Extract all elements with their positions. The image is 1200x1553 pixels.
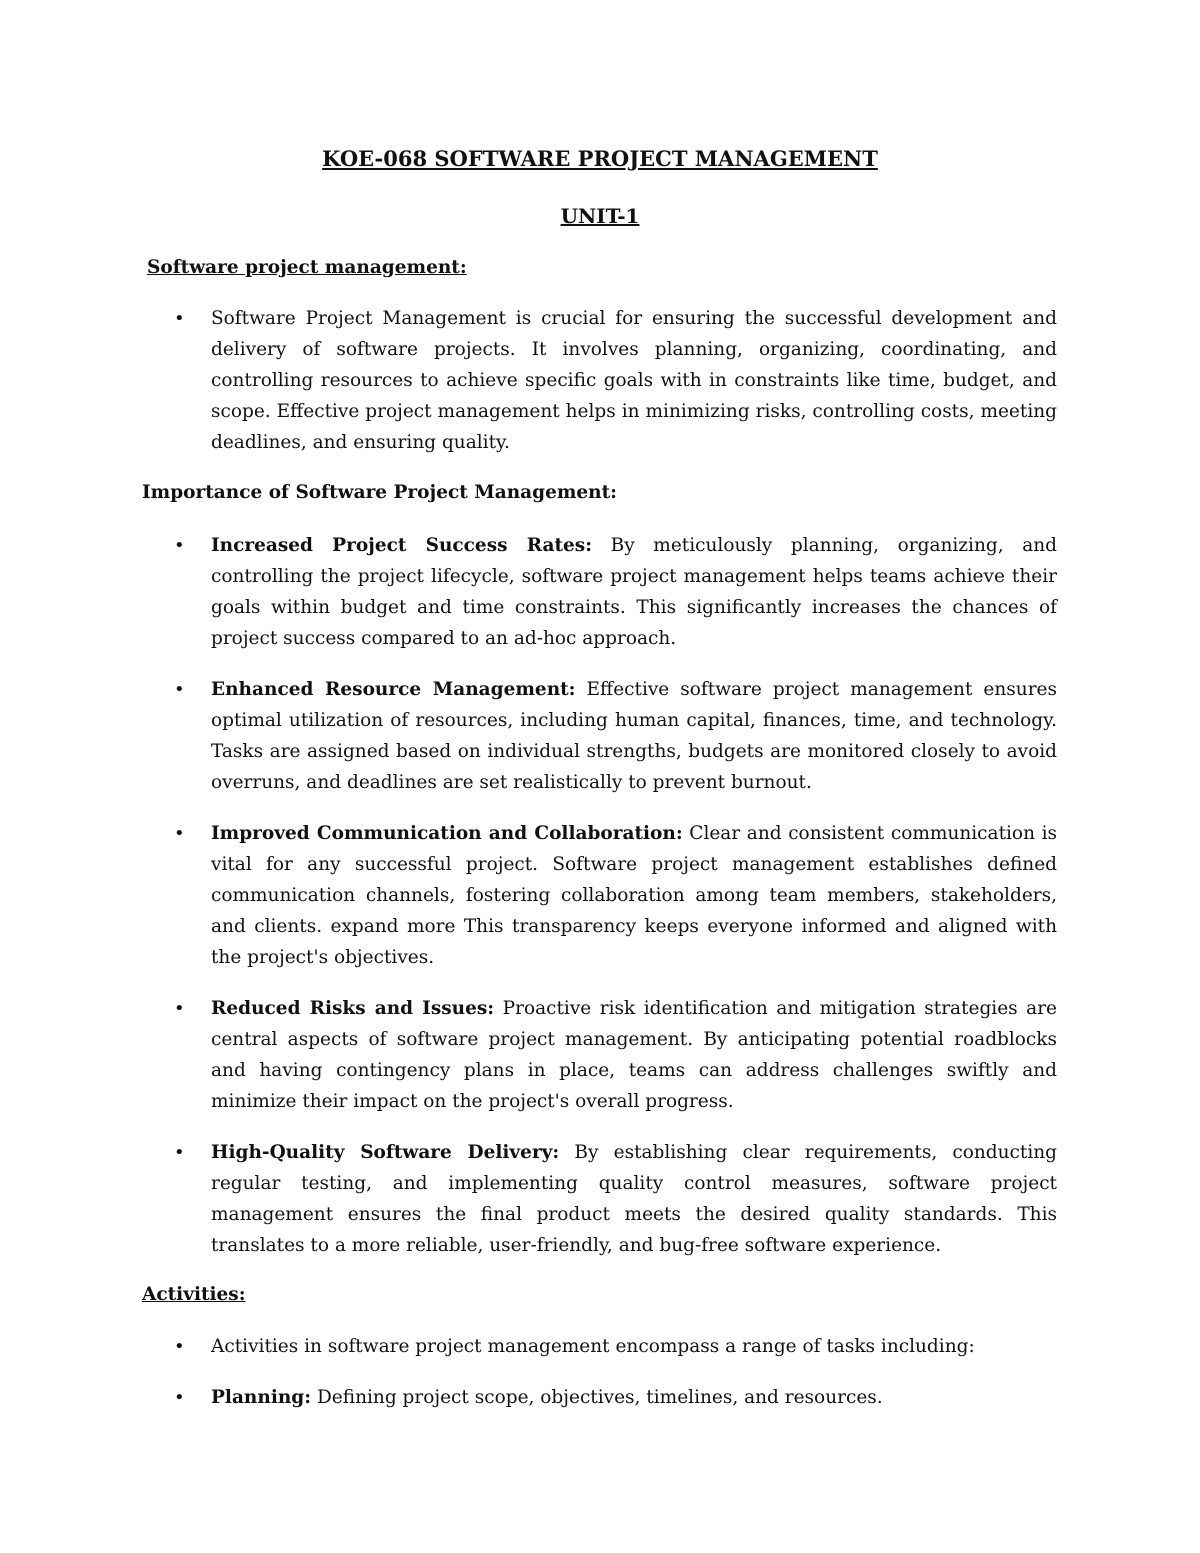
bullet-icon: • <box>174 1142 185 1163</box>
section-heading-software-project-management: Software project management: <box>147 257 467 278</box>
list-item <box>0 818 1200 973</box>
bullet-term: Reduced Risks and Issues: <box>211 998 495 1019</box>
list-item <box>0 303 1200 458</box>
section-heading-activities: Activities: <box>142 1284 246 1305</box>
bullet-text <box>211 674 1057 798</box>
bullet-text <box>211 1137 1057 1261</box>
bullet-term: Planning: <box>211 1387 312 1408</box>
list-item <box>0 530 1200 654</box>
bullet-icon: • <box>174 535 185 556</box>
list-item <box>0 1331 1200 1362</box>
section2-bullet-list <box>0 530 1200 1261</box>
bullet-icon: • <box>174 1387 185 1408</box>
section3-bullet-list <box>0 1331 1200 1413</box>
bullet-body: Effective software project management ensures optimal utilization of resources, including human capital, finances, time, and technology. Tasks are assigned based on individual strengths, budgets are monitored closely to avoid overruns, and deadlines are set realistically to prevent burnout. <box>211 679 1057 793</box>
bullet-body: Activities in software project management encompass a range of tasks including: <box>211 1336 975 1357</box>
bullet-text <box>211 1331 1057 1362</box>
bullet-term: High-Quality Software Delivery: <box>211 1142 560 1163</box>
bullet-body: Software Project Management is crucial for ensuring the successful development and delivery of software projects. It involves planning, organizing, coordinating, and controlling resources to achieve specific goals with in constraints like time, budget, and scope. Effective project management helps in minimizing risks, controlling costs, meeting deadlines, and ensuring quality. <box>211 308 1057 453</box>
bullet-body: Defining project scope, objectives, timelines, and resources. <box>311 1387 883 1408</box>
bullet-text <box>211 993 1057 1117</box>
bullet-term: Increased Project Success Rates: <box>211 535 593 556</box>
bullet-icon: • <box>174 1336 185 1357</box>
document-title: KOE-068 SOFTWARE PROJECT MANAGEMENT <box>322 146 878 171</box>
bullet-text <box>211 1382 1057 1413</box>
list-item <box>0 674 1200 798</box>
bullet-body: Proactive risk identification and mitigation strategies are central aspects of software project management. By anticipating potential roadblocks and having contingency plans in place, teams can address challenges swiftly and minimize their impact on the project's overall progress. <box>211 998 1057 1112</box>
bullet-body: By meticulously planning, organizing, and controlling the project lifecycle, software project management helps teams achieve their goals within budget and time constraints. This significantly increases the chances of project success compared to an ad-hoc approach. <box>211 535 1057 649</box>
bullet-term: Enhanced Resource Management: <box>211 679 576 700</box>
bullet-term: Improved Communication and Collaboration: <box>211 823 683 844</box>
section-heading-importance: Importance of Software Project Management: <box>142 482 618 503</box>
list-item <box>0 1382 1200 1413</box>
bullet-icon: • <box>174 998 185 1019</box>
bullet-icon: • <box>174 823 185 844</box>
list-item <box>0 993 1200 1117</box>
bullet-text <box>211 303 1057 458</box>
bullet-body: Clear and consistent communication is vital for any successful project. Software project management establishes defined communication channels, fostering collaboration among team members, stakeholders, and clients. expand more This transparency keeps everyone informed and aligned with the project's objectives. <box>211 823 1058 968</box>
bullet-icon: • <box>174 308 185 329</box>
unit-heading: UNIT-1 <box>560 204 640 228</box>
bullet-text <box>211 818 1057 973</box>
bullet-icon: • <box>174 679 185 700</box>
list-item <box>0 1137 1200 1261</box>
bullet-text <box>211 530 1057 654</box>
section1-bullet-list <box>0 303 1200 458</box>
bullet-body: By establishing clear requirements, conducting regular testing, and implementing quality control measures, software project management ensures the final product meets the desired quality standards. This translates to a more reliable, user-friendly, and bug-free software experience. <box>211 1142 1057 1256</box>
